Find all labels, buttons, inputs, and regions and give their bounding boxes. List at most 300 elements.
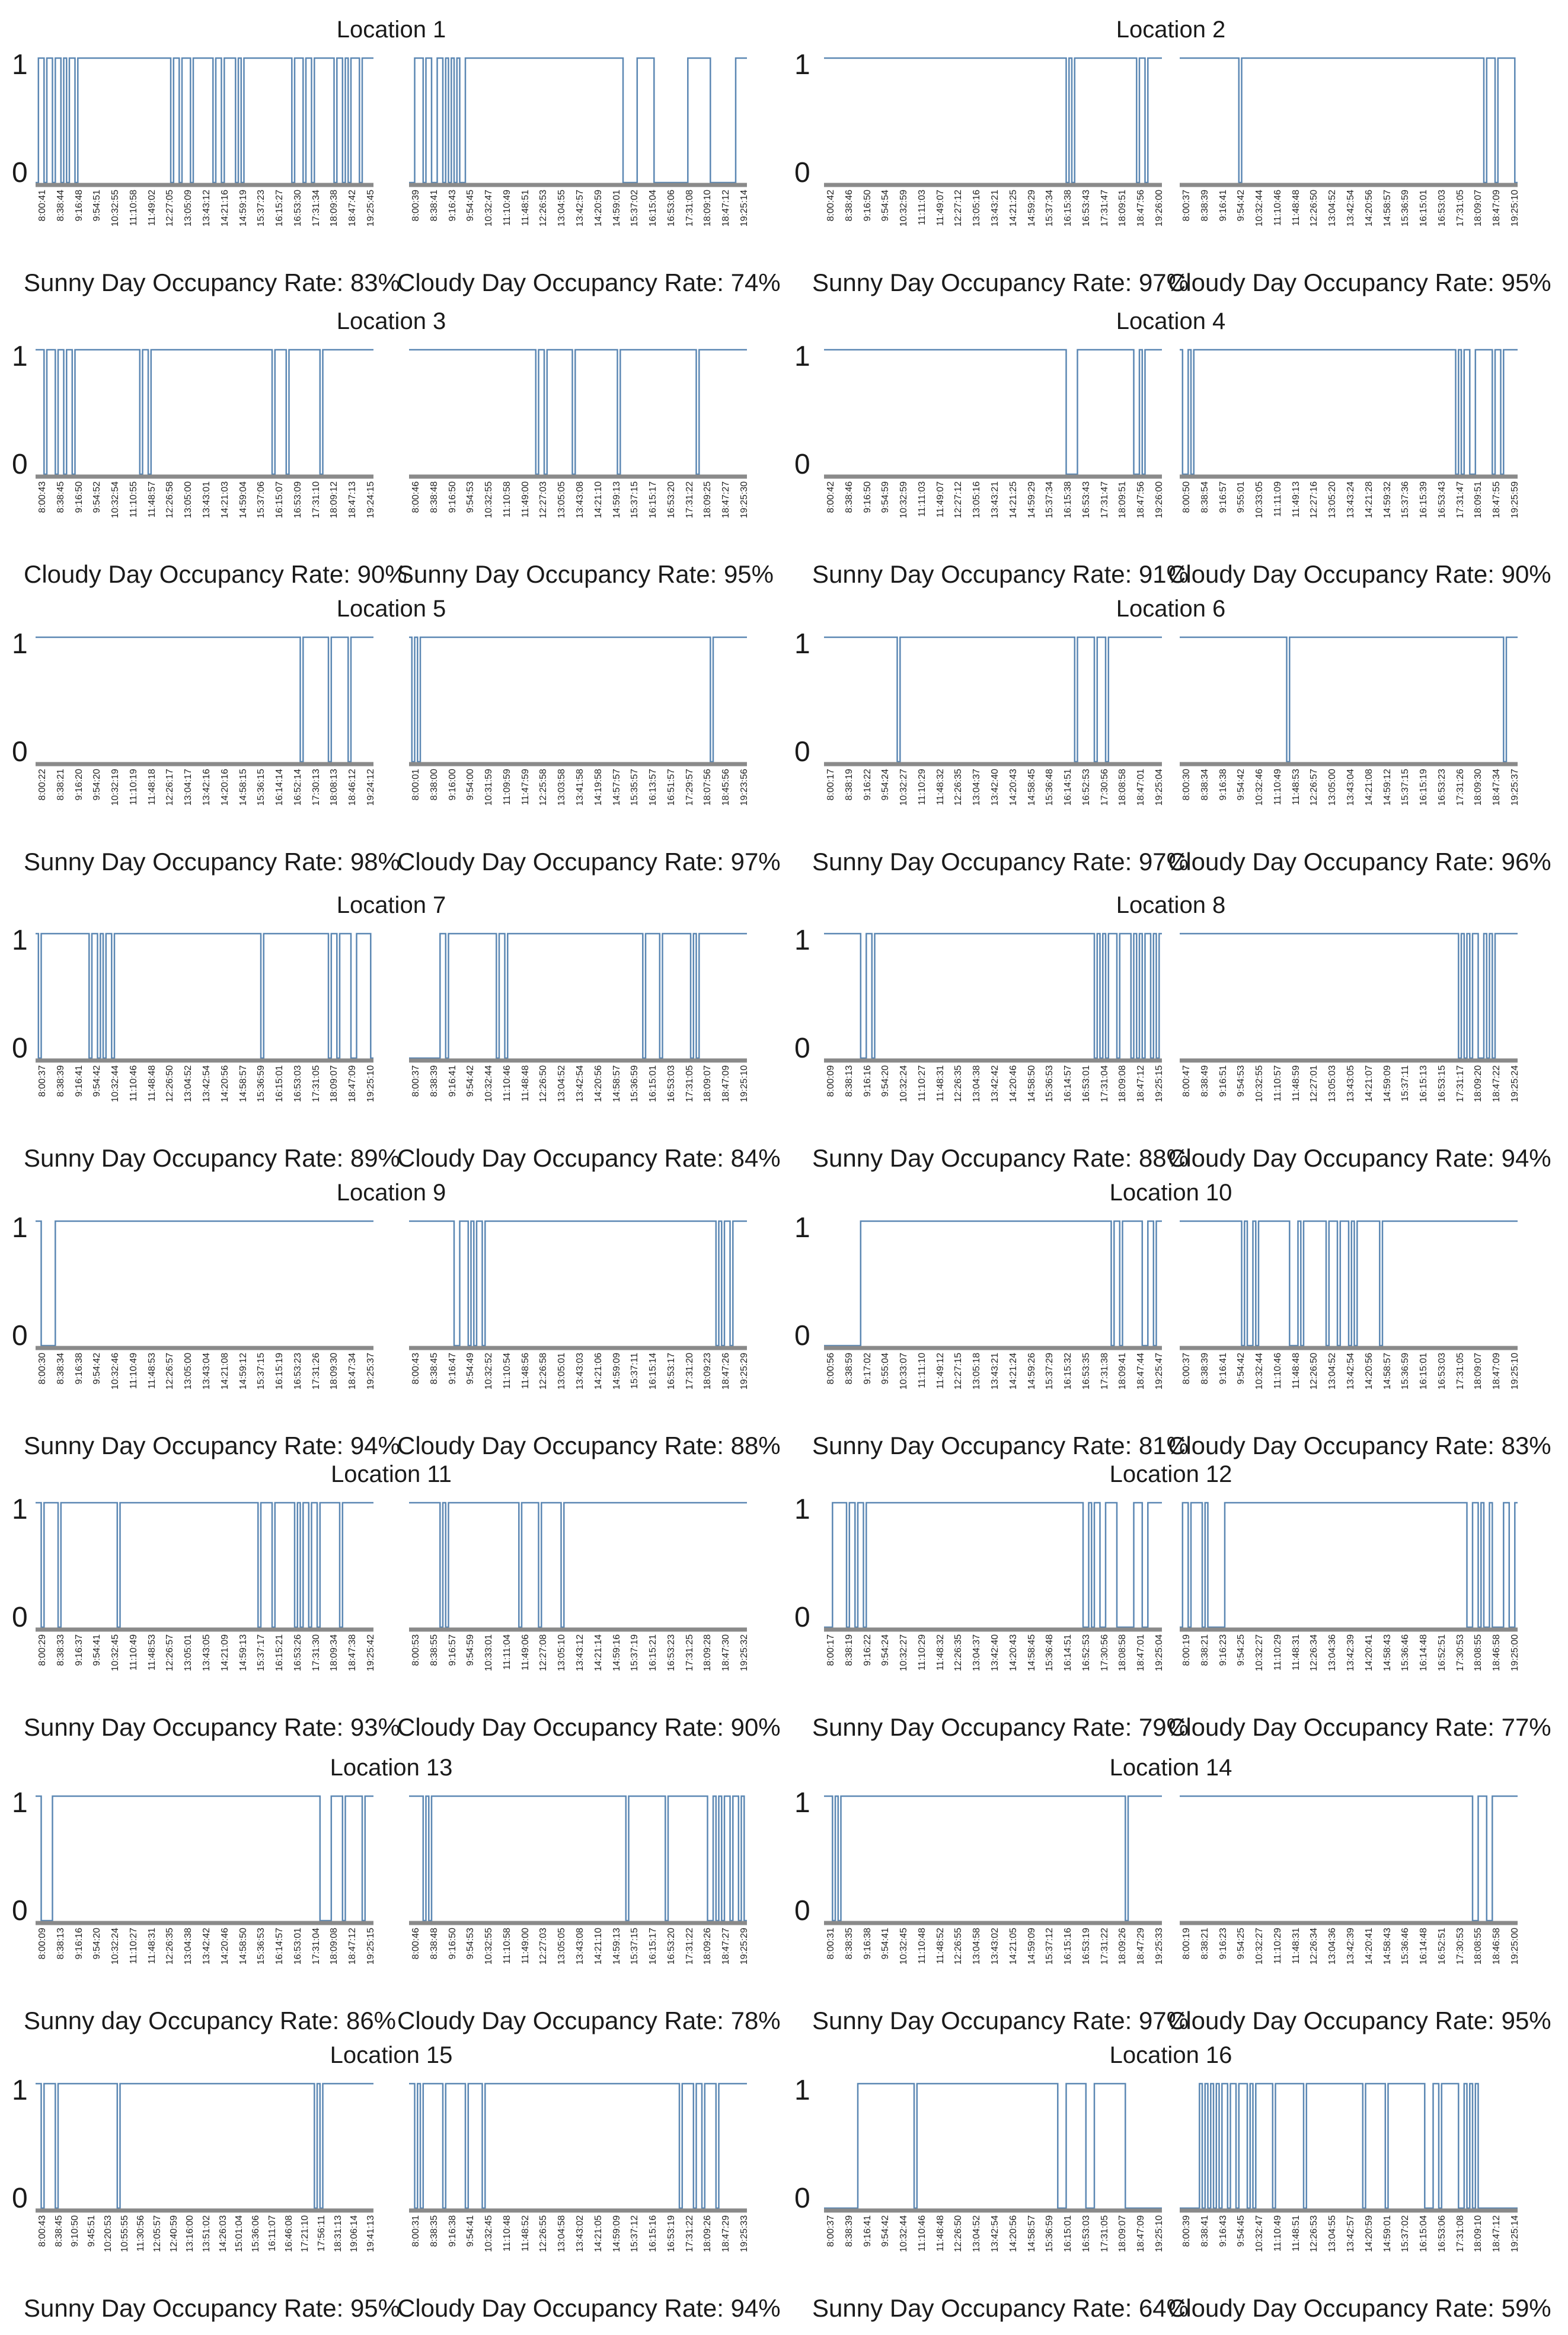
x-tick-label: 10:33:05 (1254, 481, 1265, 519)
occupancy-series-line (1180, 350, 1518, 474)
x-tick-labels (409, 190, 747, 267)
x-tick-label: 8:00:30 (37, 1353, 47, 1385)
x-tick-label: 13:42:40 (990, 1634, 1000, 1672)
occupancy-rate-caption: Sunny Day Occupancy Rate: 64% (812, 2294, 1189, 2322)
x-tick-label: 18:47:34 (1492, 769, 1502, 806)
x-tick-label: 9:54:53 (465, 481, 476, 513)
location-title: Location 12 (1109, 1461, 1232, 1487)
x-tick-label: 14:59:12 (1382, 769, 1393, 806)
x-tick-label: 14:59:19 (238, 190, 248, 227)
x-tick-label: 12:27:08 (538, 1634, 549, 1672)
x-tick-label: 16:14:14 (274, 769, 285, 806)
x-tick-label: 15:37:11 (1400, 1065, 1411, 1102)
x-tick-label: 16:15:04 (1419, 2215, 1429, 2253)
x-tick-label: 9:54:49 (465, 1353, 476, 1385)
x-tick-label: 9:16:00 (447, 769, 458, 801)
occupancy-plot (36, 1790, 373, 1927)
x-tick-label: 14:20:41 (1363, 1928, 1374, 1965)
x-tick-label: 18:47:09 (1492, 190, 1502, 227)
x-tick-label: 11:49:13 (1291, 481, 1301, 518)
occupancy-rate-caption: Cloudy Day Occupancy Rate: 90% (397, 1713, 781, 1741)
x-tick-label: 15:37:12 (630, 2215, 640, 2253)
x-tick-label: 14:59:13 (611, 481, 622, 519)
x-tick-label: 8:00:56 (826, 1353, 836, 1385)
y-tick-label: 1 (794, 925, 810, 956)
x-tick-label: 13:42:42 (202, 1928, 212, 1965)
x-tick-label: 11:48:51 (520, 190, 531, 226)
x-tick-label: 10:32:55 (484, 481, 494, 519)
x-tick-label: 18:09:26 (702, 2215, 713, 2253)
x-tick-label: 11:10:54 (502, 1353, 512, 1389)
x-tick-label: 11:48:53 (1291, 769, 1301, 806)
x-tick-label: 8:38:41 (429, 190, 439, 222)
x-tick-label: 13:42:57 (575, 190, 585, 227)
x-tick-label: 9:54:42 (92, 1353, 103, 1385)
x-tick-label: 18:09:28 (702, 1634, 713, 1672)
x-tick-label: 9:16:41 (447, 1065, 458, 1097)
occupancy-plot (36, 1497, 373, 1633)
x-tick-label: 11:10:29 (1272, 1634, 1283, 1671)
x-tick-label: 14:21:28 (1363, 481, 1374, 519)
x-tick-label: 11:49:07 (935, 481, 946, 518)
x-tick-label: 11:49:06 (520, 1634, 531, 1671)
x-tick-labels (409, 769, 747, 846)
y-tick-label: 0 (12, 1320, 28, 1352)
x-tick-label: 14:20:16 (219, 769, 230, 806)
x-tick-label: 11:49:00 (520, 481, 531, 518)
x-tick-label: 10:32:27 (1254, 1634, 1265, 1672)
x-tick-labels (1180, 2215, 1518, 2292)
x-tick-label: 17:31:30 (311, 1634, 321, 1672)
x-tick-label: 16:53:26 (292, 1634, 303, 1672)
x-tick-label: 9:16:38 (862, 1928, 873, 1960)
x-tick-label: 8:00:42 (826, 190, 836, 222)
y-tick-label: 0 (794, 1602, 810, 1633)
x-tick-label: 11:48:48 (146, 1065, 157, 1102)
x-tick-label: 18:09:12 (329, 481, 340, 519)
x-tick-label: 12:27:01 (1309, 1065, 1320, 1103)
y-tick-label: 0 (12, 157, 28, 189)
x-tick-label: 19:25:10 (1510, 190, 1520, 227)
x-tick-label: 13:42:57 (1346, 2215, 1356, 2253)
x-tick-label: 17:30:56 (1099, 1634, 1110, 1672)
x-tick-labels (824, 1928, 1162, 2005)
x-tick-label: 16:51:57 (666, 769, 676, 806)
x-tick-label: 11:10:29 (916, 1634, 927, 1671)
occupancy-series-line (409, 1221, 747, 1346)
x-tick-label: 8:00:41 (37, 190, 47, 222)
x-tick-label: 11:10:49 (128, 1634, 139, 1671)
x-tick-label: 17:31:05 (1455, 1353, 1465, 1390)
occupancy-plot (824, 1215, 1162, 1352)
x-tick-label: 15:37:23 (256, 190, 267, 227)
occupancy-series-line (36, 1221, 373, 1346)
x-tick-label: 9:54:51 (92, 190, 103, 222)
occupancy-plot (36, 928, 373, 1064)
x-tick-label: 9:16:37 (74, 1634, 84, 1666)
x-tick-label: 10:32:27 (1254, 1928, 1265, 1965)
x-tick-label: 13:42:16 (202, 769, 212, 806)
x-tick-label: 14:20:56 (593, 1065, 603, 1103)
x-tick-label: 14:26:03 (218, 2215, 228, 2253)
x-tick-label: 9:17:02 (862, 1353, 873, 1385)
y-tick-label: 0 (12, 1033, 28, 1064)
x-tick-label: 19:25:29 (739, 1353, 749, 1390)
occupancy-rate-caption: Cloudy Day Occupancy Rate: 90% (1168, 560, 1551, 588)
x-tick-label: 19:25:24 (1510, 1065, 1520, 1103)
x-tick-labels (824, 1065, 1162, 1142)
x-tick-label: 13:43:12 (202, 190, 212, 227)
occupancy-rate-caption: Cloudy Day Occupancy Rate: 90% (24, 560, 407, 588)
occupancy-series-line (36, 934, 373, 1058)
x-tick-label: 19:25:00 (1510, 1928, 1520, 1965)
x-tick-label: 13:05:00 (183, 481, 194, 519)
x-tick-label: 11:10:46 (1272, 190, 1283, 226)
x-tick-label: 17:31:05 (311, 1065, 321, 1103)
x-tick-label: 10:32:55 (484, 1928, 494, 1965)
x-tick-label: 11:09:59 (502, 769, 512, 806)
occupancy-series-line (36, 350, 373, 474)
x-tick-label: 12:26:34 (1309, 1928, 1320, 1965)
x-tick-label: 9:16:23 (1218, 1928, 1228, 1960)
x-tick-labels (824, 769, 1162, 846)
x-tick-label: 18:09:07 (702, 1065, 713, 1103)
x-tick-label: 14:59:09 (611, 1353, 622, 1390)
x-tick-label: 10:32:44 (110, 1065, 121, 1103)
x-tick-label: 13:03:58 (557, 769, 567, 806)
x-tick-label: 13:43:01 (202, 481, 212, 519)
x-tick-label: 13:04:36 (1327, 1928, 1338, 1965)
x-tick-label: 16:53:17 (666, 1353, 676, 1390)
x-tick-label: 18:47:26 (721, 1353, 732, 1390)
x-tick-label: 13:04:36 (1327, 1634, 1338, 1672)
x-tick-label: 8:38:45 (53, 2215, 64, 2247)
x-tick-label: 13:42:42 (990, 1065, 1000, 1103)
x-tick-label: 18:47:09 (1136, 2215, 1147, 2253)
x-tick-label: 18:47:12 (347, 1928, 358, 1965)
x-tick-label: 14:58:57 (1382, 1353, 1393, 1390)
x-tick-label: 10:32:47 (484, 190, 494, 227)
x-tick-label: 19:25:45 (366, 190, 376, 227)
occupancy-series-line (409, 637, 747, 762)
x-tick-label: 15:36:59 (1400, 1353, 1411, 1390)
x-tick-label: 18:47:12 (1136, 1065, 1147, 1103)
x-tick-label: 14:21:10 (593, 481, 603, 519)
x-tick-label: 12:26:50 (1309, 190, 1320, 227)
x-tick-label: 11:48:56 (520, 1353, 531, 1389)
x-tick-label: 16:14:51 (1063, 769, 1074, 806)
x-tick-label: 17:30:53 (1455, 1928, 1465, 1965)
x-tick-label: 16:15:14 (648, 1353, 659, 1390)
x-tick-label: 15:36:48 (1045, 769, 1055, 806)
x-tick-label: 19:24:12 (366, 769, 376, 806)
x-tick-label: 8:00:19 (1181, 1634, 1192, 1666)
x-tick-label: 9:54:20 (880, 1065, 891, 1097)
x-tick-label: 13:43:02 (575, 2215, 585, 2253)
x-tick-label: 10:32:24 (899, 1065, 909, 1103)
x-tick-label: 18:47:22 (1492, 1065, 1502, 1103)
x-tick-label: 16:52:53 (1081, 769, 1091, 806)
x-tick-label: 18:09:34 (329, 1634, 340, 1672)
x-tick-label: 19:25:15 (366, 1928, 376, 1965)
x-tick-label: 16:15:21 (648, 1634, 659, 1672)
x-tick-label: 17:31:22 (684, 481, 695, 519)
x-tick-label: 9:16:41 (1218, 190, 1228, 222)
occupancy-rate-caption: Cloudy Day Occupancy Rate: 96% (1168, 848, 1551, 876)
x-tick-label: 12:27:03 (538, 1928, 549, 1965)
x-tick-label: 19:25:10 (1154, 2215, 1164, 2253)
occupancy-series-line (824, 934, 1162, 1058)
x-tick-label: 10:32:46 (110, 1353, 121, 1390)
occupancy-rate-caption: Cloudy Day Occupancy Rate: 94% (1168, 1144, 1551, 1172)
x-tick-label: 16:53:06 (666, 190, 676, 227)
x-tick-label: 11:11:03 (916, 481, 927, 517)
x-tick-label: 11:49:02 (146, 190, 157, 226)
x-tick-label: 16:52:14 (292, 769, 303, 806)
occupancy-rate-caption: Sunny Day Occupancy Rate: 83% (24, 269, 401, 296)
x-tick-label: 17:31:10 (311, 481, 321, 519)
location-title: Location 4 (1116, 308, 1226, 334)
x-tick-label: 10:32:45 (484, 2215, 494, 2253)
x-tick-labels (36, 769, 376, 846)
x-tick-label: 11:48:31 (935, 1065, 946, 1102)
x-tick-label: 9:16:50 (74, 481, 84, 513)
occupancy-series-line (1180, 1221, 1518, 1346)
occupancy-plot (824, 631, 1162, 768)
x-tick-label: 18:47:13 (347, 481, 358, 519)
x-tick-labels (36, 1634, 376, 1711)
x-tick-label: 16:53:20 (666, 1928, 676, 1965)
x-tick-label: 14:21:24 (1008, 1353, 1018, 1390)
x-tick-label: 16:14:57 (1063, 1065, 1074, 1103)
x-tick-label: 11:48:48 (1291, 1353, 1301, 1389)
x-tick-label: 13:16:00 (185, 2215, 196, 2253)
x-tick-label: 13:42:54 (990, 2215, 1000, 2253)
location-title: Location 13 (330, 1755, 453, 1781)
x-tick-label: 8:00:30 (1181, 769, 1192, 801)
x-tick-label: 14:59:12 (238, 1353, 248, 1390)
x-tick-label: 15:37:02 (1400, 2215, 1411, 2253)
x-tick-label: 12:27:05 (165, 190, 175, 227)
x-tick-label: 8:38:49 (1199, 1065, 1210, 1097)
occupancy-plot (1180, 2078, 1518, 2214)
occupancy-series-line (824, 637, 1162, 762)
occupancy-plot (409, 1497, 747, 1633)
x-tick-labels (409, 2215, 747, 2292)
x-tick-label: 14:20:46 (1008, 1065, 1018, 1103)
x-tick-label: 14:59:01 (1382, 2215, 1393, 2253)
occupancy-series-line (1180, 637, 1518, 762)
x-tick-label: 11:10:49 (1272, 2215, 1283, 2252)
x-tick-label: 10:32:55 (1254, 1065, 1265, 1103)
y-tick-label: 0 (794, 736, 810, 768)
x-tick-labels (1180, 769, 1518, 846)
x-tick-label: 15:37:11 (630, 1353, 640, 1389)
x-tick-label: 19:25:10 (739, 1065, 749, 1103)
x-tick-label: 16:11:07 (267, 2215, 277, 2252)
x-tick-label: 15:36:53 (256, 1928, 267, 1965)
x-tick-label: 14:20:56 (1008, 2215, 1018, 2253)
x-tick-label: 9:16:20 (74, 769, 84, 801)
location-title: Location 8 (1116, 892, 1226, 918)
x-tick-label: 18:47:01 (1136, 769, 1147, 806)
x-tick-label: 13:43:03 (575, 1353, 585, 1390)
x-tick-label: 19:25:10 (1510, 1353, 1520, 1390)
x-tick-labels (1180, 1353, 1518, 1430)
x-tick-label: 8:00:39 (411, 190, 421, 222)
x-tick-label: 11:11:09 (1272, 481, 1283, 517)
x-tick-label: 9:16:41 (862, 2215, 873, 2247)
occupancy-rate-caption: Cloudy Day Occupancy Rate: 95% (1168, 2007, 1551, 2034)
occupancy-plot (409, 631, 747, 768)
x-tick-label: 8:38:33 (55, 1634, 66, 1666)
occupancy-series-line (409, 1503, 747, 1627)
x-tick-label: 8:00:01 (411, 769, 421, 801)
occupancy-rate-caption: Cloudy Day Occupancy Rate: 84% (397, 1144, 781, 1172)
x-tick-label: 18:09:51 (1117, 481, 1128, 519)
x-tick-label: 13:05:00 (183, 1353, 194, 1390)
x-tick-label: 16:53:01 (292, 1928, 303, 1965)
y-tick-label: 0 (794, 1895, 810, 1927)
x-tick-label: 8:00:37 (411, 1065, 421, 1097)
x-tick-label: 15:36:59 (1045, 2215, 1055, 2253)
x-tick-labels (1180, 481, 1518, 558)
x-tick-label: 8:00:31 (826, 1928, 836, 1960)
x-tick-label: 11:10:46 (128, 1065, 139, 1102)
x-tick-label: 16:46:08 (283, 2215, 294, 2253)
x-tick-label: 12:26:58 (165, 481, 175, 519)
x-tick-label: 12:26:57 (165, 1353, 175, 1390)
x-tick-label: 18:47:55 (1492, 481, 1502, 519)
x-tick-label: 9:54:45 (1236, 2215, 1247, 2247)
x-tick-label: 16:15:38 (1063, 481, 1074, 519)
x-tick-label: 11:48:32 (935, 769, 946, 806)
x-tick-label: 9:16:50 (447, 1928, 458, 1960)
x-tick-label: 14:19:58 (593, 769, 603, 806)
x-tick-label: 17:31:26 (311, 1353, 321, 1390)
y-tick-label: 1 (794, 1787, 810, 1819)
y-tick-label: 0 (794, 157, 810, 189)
x-tick-label: 14:20:56 (219, 1065, 230, 1103)
x-tick-label: 17:31:22 (684, 2215, 695, 2253)
x-tick-label: 15:37:17 (256, 1634, 267, 1672)
x-tick-label: 9:54:54 (880, 190, 891, 222)
occupancy-series-line (824, 1221, 1162, 1346)
x-tick-label: 9:54:20 (92, 769, 103, 801)
x-tick-label: 8:00:37 (1181, 190, 1192, 222)
location-title: Location 7 (336, 892, 446, 918)
x-tick-label: 13:42:39 (1346, 1634, 1356, 1672)
x-tick-label: 18:46:58 (1492, 1634, 1502, 1672)
x-tick-label: 14:20:43 (1008, 769, 1018, 806)
occupancy-plot (824, 1497, 1162, 1633)
occupancy-rate-caption: Cloudy Day Occupancy Rate: 94% (397, 2294, 781, 2322)
x-tick-label: 8:00:17 (826, 769, 836, 801)
x-tick-label: 8:38:35 (844, 1928, 854, 1960)
x-tick-label: 18:47:29 (1136, 1928, 1147, 1965)
x-tick-label: 14:21:25 (1008, 481, 1018, 519)
x-tick-label: 16:53:19 (1081, 1928, 1091, 1965)
x-tick-label: 15:37:36 (1400, 481, 1411, 519)
y-tick-label: 1 (794, 1212, 810, 1244)
x-tick-label: 14:21:07 (1363, 1065, 1374, 1103)
x-tick-label: 13:05:09 (183, 190, 194, 227)
x-tick-label: 15:37:06 (256, 481, 267, 519)
x-tick-label: 18:46:58 (1492, 1928, 1502, 1965)
x-tick-label: 11:10:58 (502, 481, 512, 518)
location-title: Location 1 (336, 17, 446, 43)
x-tick-label: 13:04:58 (972, 1928, 982, 1965)
x-tick-label: 13:42:54 (1346, 1353, 1356, 1390)
x-tick-label: 13:04:52 (1327, 190, 1338, 227)
occupancy-rate-caption: Sunny Day Occupancy Rate: 97% (812, 848, 1189, 876)
x-tick-label: 8:38:21 (55, 769, 66, 801)
x-tick-label: 17:31:04 (1099, 1065, 1110, 1103)
occupancy-series-line (36, 1796, 373, 1921)
occupancy-series-line (1180, 1796, 1518, 1921)
x-tick-label: 13:04:52 (557, 1065, 567, 1103)
x-tick-label: 13:04:38 (972, 1065, 982, 1103)
x-tick-label: 8:00:17 (826, 1634, 836, 1666)
x-tick-label: 17:31:05 (1099, 2215, 1110, 2253)
x-tick-label: 8:00:37 (826, 2215, 836, 2247)
occupancy-series-line (36, 1503, 373, 1627)
x-tick-label: 14:58:50 (1026, 1065, 1037, 1103)
x-tick-label: 8:38:34 (1199, 769, 1210, 801)
y-tick-label: 0 (794, 1320, 810, 1352)
x-tick-label: 8:38:00 (429, 769, 439, 801)
x-tick-label: 19:25:37 (366, 1353, 376, 1390)
x-tick-label: 16:15:01 (1419, 190, 1429, 227)
x-tick-label: 13:51:02 (202, 2215, 212, 2253)
x-tick-label: 19:25:37 (1510, 769, 1520, 806)
x-tick-label: 10:33:01 (484, 1634, 494, 1672)
x-tick-label: 11:10:58 (502, 1928, 512, 1965)
x-tick-labels (1180, 1928, 1518, 2005)
x-tick-label: 14:20:56 (1363, 190, 1374, 227)
location-title: Location 6 (1116, 596, 1226, 622)
x-tick-label: 9:16:48 (74, 190, 84, 222)
x-tick-label: 16:53:43 (1081, 190, 1091, 227)
x-tick-label: 11:48:52 (520, 2215, 531, 2252)
x-tick-label: 18:47:30 (721, 1634, 732, 1672)
x-tick-label: 8:00:53 (411, 1634, 421, 1666)
x-tick-label: 14:59:13 (238, 1634, 248, 1672)
occupancy-rate-caption: Sunny Day Occupancy Rate: 81% (812, 1432, 1189, 1459)
x-tick-label: 8:38:45 (429, 1353, 439, 1385)
occupancy-rate-caption: Cloudy Day Occupancy Rate: 74% (397, 269, 781, 296)
x-tick-label: 10:32:44 (899, 2215, 909, 2253)
x-tick-label: 18:09:08 (1117, 1065, 1128, 1103)
x-tick-label: 12:26:53 (1309, 2215, 1320, 2253)
x-tick-label: 16:15:04 (648, 190, 659, 227)
x-tick-label: 16:52:53 (1081, 1634, 1091, 1672)
x-tick-label: 8:38:39 (844, 2215, 854, 2247)
x-tick-label: 8:00:43 (411, 1353, 421, 1385)
x-tick-label: 14:21:06 (593, 1353, 603, 1390)
x-tick-label: 9:16:50 (447, 481, 458, 513)
x-tick-label: 9:16:41 (1218, 1353, 1228, 1385)
x-tick-label: 12:26:57 (1309, 769, 1320, 806)
x-tick-label: 12:25:58 (538, 769, 549, 806)
x-tick-label: 11:48:31 (146, 1928, 157, 1965)
x-tick-label: 17:31:20 (684, 1353, 695, 1390)
occupancy-rate-caption: Sunny Day Occupancy Rate: 98% (24, 848, 401, 876)
occupancy-plot (36, 2078, 373, 2214)
x-tick-label: 18:47:56 (1136, 481, 1147, 519)
x-tick-label: 9:54:42 (1236, 190, 1247, 222)
x-tick-label: 10:32:45 (110, 1634, 121, 1672)
